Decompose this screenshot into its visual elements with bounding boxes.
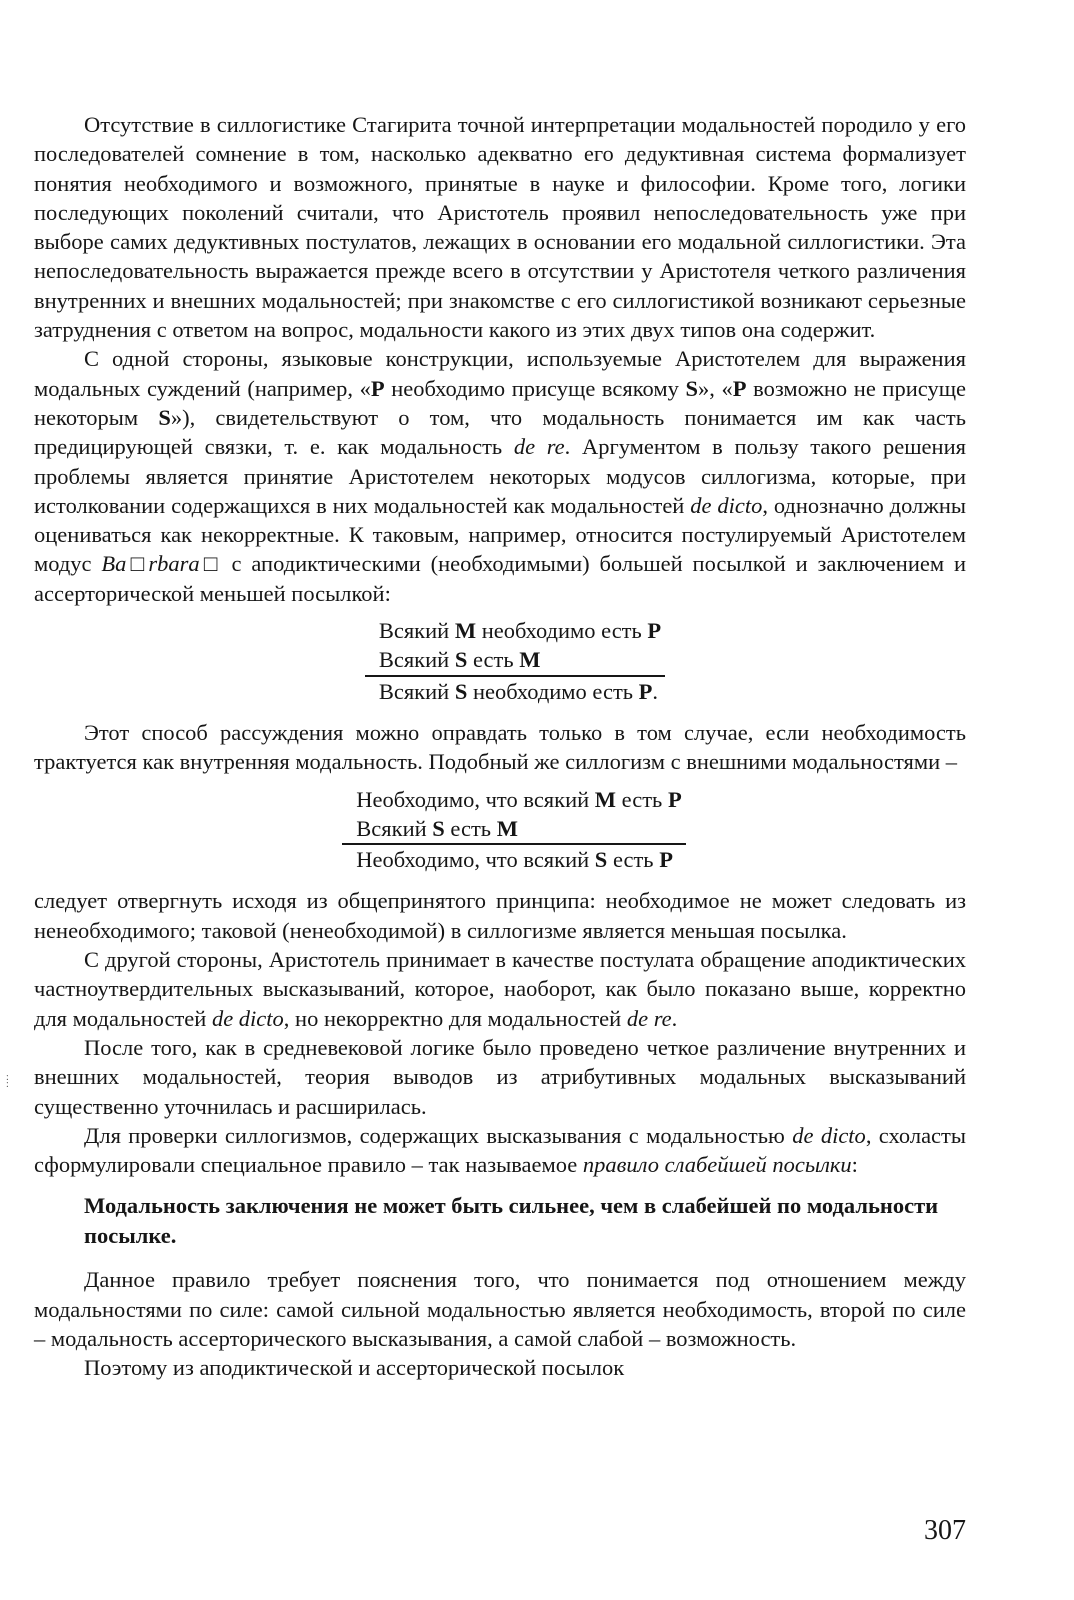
paragraph-5: С другой стороны, Аристотель принимает в качестве постулата обращение аподиктических частноутвердительных высказываний, которое, наоборот, как было показано выше, корректно для модальностей de dicto, но некорректно для модальностей de re.	[34, 947, 966, 1031]
paragraph-9: Поэтому из аподиктической и ассерторической посылок	[84, 1355, 625, 1381]
syllogism-minor-premise: Всякий S есть M	[378, 647, 541, 673]
paragraph-1: Отсутствие в силлогистике Стагирита точной интерпретации модальностей породило у его последователей сомнение в том, насколько адекватно его дедуктивная система формализует понятия необходимого и возможного, принятые в науке и философии. Кроме того, логики последующих поколений считали, что Аристотель проявил непоследовательность уже при выборе самих дедуктивных постулатов, лежащих в основании его модальной силлогистики. Эта непоследовательность выражается прежде всего в отсутствии у Аристотеля четкого различения внутренних и внешних модальностей; при знакомстве с его силлогистикой возникают серьезные затруднения с ответом на вопрос, модальности какого из этих двух типов она содержит.	[34, 112, 966, 343]
rule-statement: Модальность заключения не может быть сильнее, чем в слабейшей по модальности посылке.	[84, 1193, 939, 1249]
syllogism-conclusion: Всякий S необходимо есть P.	[365, 675, 665, 706]
text-run: . Аргументом в пользу такого решения проблемы является принятие Аристотелем некоторых модусов силлогизма, которые, при истолковании содержащихся в них модальностей как модальностей	[34, 434, 966, 518]
text-run: С одной стороны, языковые конструкции, используемые Аристотелем для выражения модальных суждений (например, «	[34, 346, 966, 401]
term-de-dicto: de dicto	[211, 1005, 284, 1031]
text-run: , однозначно должны оцениваться как некорректные. К таковым, например, относится постулируемый Аристотелем модус	[34, 492, 966, 577]
term-weakest-premise-rule: правило слабейшей посылки	[582, 1152, 852, 1178]
text-run: с аподиктическими (необходимыми) большей посылкой и заключением и ассерторической меньшей посылкой:	[34, 551, 967, 606]
syllogism-barbara	[34, 616, 966, 706]
margin-marks: : :	[6, 1072, 9, 1090]
symbol-p: P	[732, 375, 747, 401]
paragraph-4: следует отвергнуть исходя из общепринятого принципа: необходимое не может следовать из ненеобходимого; таковой (ненеобходимой) в силлогизме является меньшая посылка.	[34, 888, 966, 943]
syllogism-major-premise: Необходимо, что всякий M есть P	[356, 786, 682, 812]
paragraph-3: Этот способ рассуждения можно оправдать только в том случае, если необходимость трактуется как внутренняя модальность. Подобный же силлогизм с внешними модальностями –	[34, 719, 966, 775]
syllogism-minor-premise: Всякий S есть M	[356, 815, 518, 841]
text-run: возможно не присуще некоторым	[34, 375, 967, 430]
paragraph-6: После того, как в средневековой логике было проведено четкое различение внутренних и внешних модальностей, теория выводов из атрибутивных модальных высказываний существенно уточнилась и расширилась.	[34, 1034, 966, 1119]
page-number: 307	[924, 1515, 966, 1546]
text-run: »), свидетельствуют о том, что модальность понимается им как часть предицирующей связки, т. е. как модальность	[34, 404, 966, 460]
symbol-p: P	[370, 375, 385, 401]
symbol-s: S	[685, 375, 698, 401]
page-body	[34, 110, 966, 1383]
term-de-re: de re	[626, 1005, 672, 1031]
syllogism-external	[34, 785, 966, 875]
term-de-dicto: de dicto	[690, 492, 763, 518]
term-de-dicto: de dicto	[792, 1122, 866, 1148]
syllogism-major-premise: Всякий M необходимо есть P	[378, 618, 662, 644]
term-barbara: Ba□rbara□	[101, 551, 222, 577]
paragraph-2	[34, 344, 966, 608]
term-de-re: de re	[513, 434, 565, 460]
text-run: необходимо присуще всякому	[384, 375, 686, 401]
text-run: », «	[697, 375, 733, 401]
paragraph-7: Для проверки силлогизмов, содержащих высказывания с модальностью de dicto, схоласты сформулировали специальное правило – так называемое правило слабейшей посылки:	[34, 1122, 966, 1178]
symbol-s: S	[158, 404, 171, 430]
paragraph-8: Данное правило требует пояснения того, что понимается под отношением между модальностями по силе: самой сильной модальностью является необходимость, второй по силе – модальность ассерторического высказывания, а самой слабой – возможность.	[34, 1267, 966, 1351]
syllogism-conclusion: Необходимо, что всякий S есть P	[342, 843, 685, 874]
